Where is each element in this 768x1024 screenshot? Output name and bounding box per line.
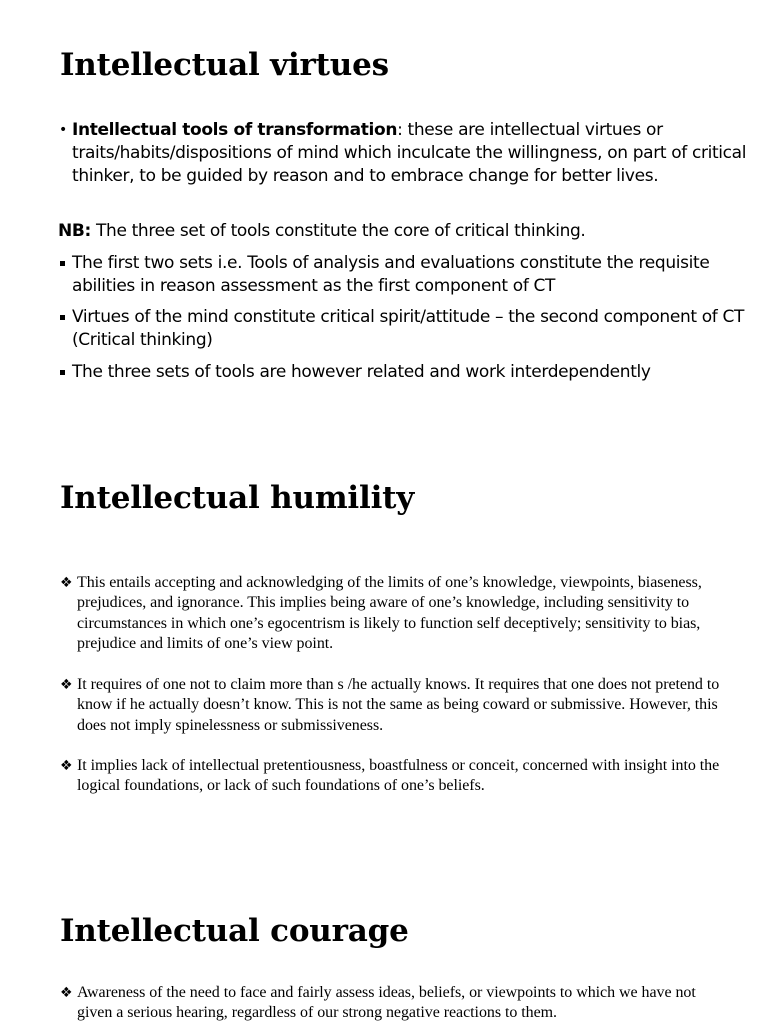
bullet-heading: Intellectual tools of transformation bbox=[72, 120, 398, 140]
list-item: ❖ It requires of one not to claim more than s /he actually knows. It requires that one does not pretend to know if he actually doesn’t know. This is not the same as being coward or submissive. However, this does not imply spinelessness or submissiveness. bbox=[60, 676, 720, 734]
list-item: The first two sets i.e. Tools of analysis and evaluations constitute the requisite abilities in reason assessment as the first component of CT bbox=[58, 252, 748, 298]
list-item: Virtues of the mind constitute critical spirit/attitude – the second component of CT (Critical thinking) bbox=[58, 306, 748, 352]
square-bullet-icon bbox=[60, 261, 65, 266]
list-item: ❖ Awareness of the need to face and fairly assess ideas, beliefs, or viewpoints to which we have not given a serious hearing, regardless of our strong negative reactions to them. bbox=[60, 984, 696, 1022]
nb-note bbox=[58, 220, 748, 243]
nb-label: NB: bbox=[58, 221, 91, 241]
list-item: The three sets of tools are however related and work interdependently bbox=[58, 361, 748, 384]
list-item: ❖ This entails accepting and acknowledging of the limits of one’s knowledge, viewpoints, biaseness, prejudices, and ignorance. This implies being aware of one’s knowledge, including sensitivity to circumstances in which one’s egocentrism is likely to function self deceptively; sensitivity to bias, prejudice and limits of one’s view point. bbox=[60, 574, 702, 652]
square-bullet-icon bbox=[60, 315, 65, 320]
four-diamond-bullet-icon: ❖ bbox=[60, 758, 73, 774]
slide-title: Intellectual humility bbox=[60, 480, 415, 516]
bullet-item bbox=[58, 119, 748, 188]
four-diamond-bullet-icon: ❖ bbox=[60, 575, 73, 591]
slide-title: Intellectual virtues bbox=[60, 47, 389, 83]
bullet-text: : these are intellectual virtues or traits/habits/dispositions of mind which inculcate the willingness, on part of critical thinker, to be guided by reason and to embrace change for better lives. bbox=[72, 120, 747, 186]
nb-text: The three set of tools constitute the core of critical thinking. bbox=[90, 221, 586, 241]
slide-intellectual-courage bbox=[0, 870, 768, 1024]
slide-intellectual-humility bbox=[0, 440, 768, 840]
list-item: ❖ It implies lack of intellectual pretentiousness, boastfulness or conceit, concerned with insight into the logical foundations, or lack of such foundations of one’s beliefs. bbox=[60, 757, 720, 795]
four-diamond-bullet-icon: ❖ bbox=[60, 677, 73, 693]
slide-title: Intellectual courage bbox=[60, 913, 409, 949]
four-diamond-bullet-icon: ❖ bbox=[60, 985, 73, 1001]
bullet-dot-icon: • bbox=[59, 122, 67, 138]
slide-intellectual-virtues bbox=[0, 0, 768, 420]
square-bullet-icon bbox=[60, 370, 65, 375]
